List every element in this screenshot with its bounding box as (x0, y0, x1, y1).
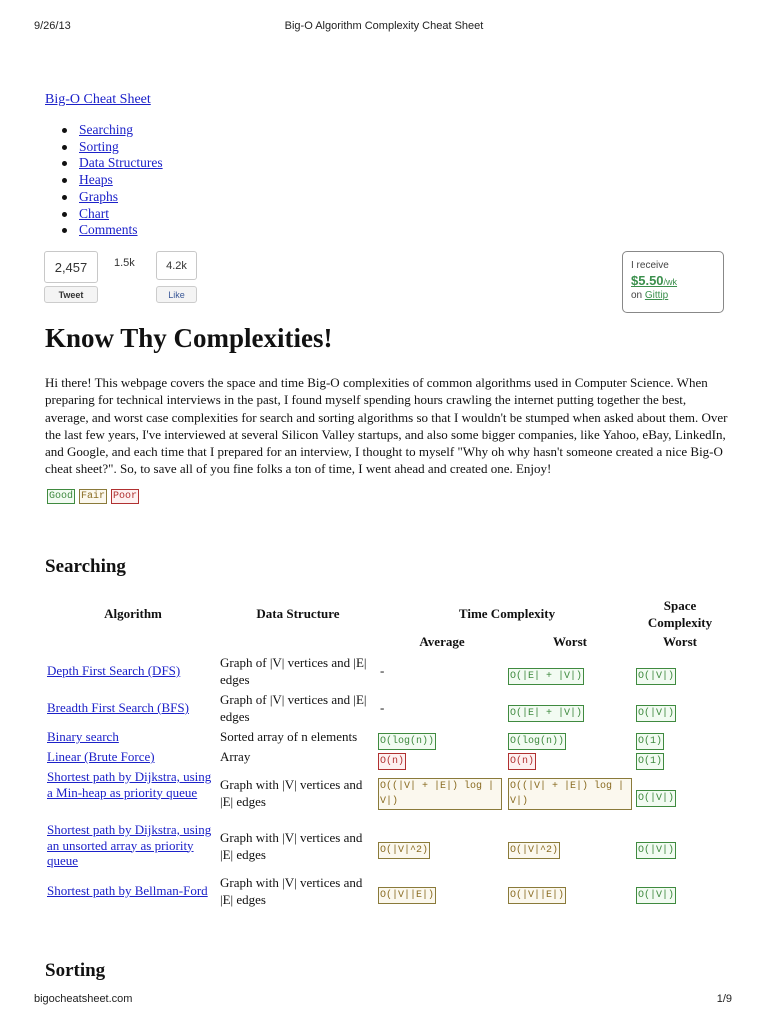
table-row-worst: O(|V||E|) (508, 884, 632, 904)
table-row-space: O(1) (636, 750, 686, 770)
nav-link-heaps[interactable]: Heaps (79, 172, 113, 188)
gittip-source: on Gittip (631, 290, 669, 301)
table-row-worst: O(n) (508, 750, 626, 770)
bullet-icon (62, 228, 67, 233)
table-row-average: - (380, 663, 385, 678)
table-row-worst: O(|E| + |V|) (508, 665, 626, 685)
plusone-count: 1.5k (114, 257, 135, 269)
tweet-count: 2,457 (44, 251, 98, 283)
section-title-sorting: Sorting (45, 960, 106, 981)
algorithm-link[interactable]: Shortest path by Dijkstra, using an unsorted array as priority queue (47, 822, 212, 868)
algorithm-link[interactable]: Binary search (47, 729, 119, 744)
table-row-data-structure: Graph of |V| vertices and |E| edges (220, 655, 367, 687)
algorithm-link[interactable]: Depth First Search (DFS) (47, 663, 181, 678)
print-date: 9/26/13 (34, 20, 71, 32)
legend-poor: Poor (113, 491, 138, 502)
table-row-space: O(|V|) (636, 839, 686, 859)
nav-link-comments[interactable]: Comments (79, 222, 138, 238)
table-row-worst: O(|V|^2) (508, 839, 632, 859)
intro-paragraph: Hi there! This webpage covers the space and time Big-O complexities of common algorithms used in Computer Science. When preparing for technical interviews in the past, I found myself spending hours crawling the internet putting together the best, average, and worst case complexities for search and sorting algorithms so that I wouldn't be stumped when asked about them. Over the last few years, I've interviewed at several Silicon Valley startups, and also some bigger companies, like Yahoo, eBay, LinkedIn, and Google, and each time that I prepared for an interview, I thought to myself "Why oh why hasn't someone created a nice Big-O cheat sheet?". So, to save all of you fine folks a ton of time, I went ahead and created one. Enjoy! (45, 375, 728, 477)
legend-good: Good (49, 491, 74, 502)
th-space-complexity: Space Complexity (647, 598, 713, 630)
bullet-icon (62, 128, 67, 133)
nav-link-chart[interactable]: Chart (79, 205, 109, 221)
nav-link-searching[interactable]: Searching (79, 122, 133, 137)
gittip-amount[interactable]: $5.50/wk (631, 273, 678, 288)
table-row-algorithm (47, 769, 217, 800)
th-space-worst: Worst (663, 634, 697, 649)
section-nav (60, 122, 163, 239)
table-row-algorithm (47, 822, 217, 869)
table-row-worst: O((|V| + |E|) log |V|) (508, 778, 632, 810)
nav-item-heaps (60, 172, 163, 189)
th-data-structure: Data Structure (256, 606, 340, 621)
like-button[interactable]: Like (156, 286, 197, 303)
table-row-space: O(|V|) (636, 787, 686, 807)
bullet-icon (62, 195, 67, 200)
table-row-average: O(|V|^2) (378, 839, 502, 859)
gittip-link[interactable]: Gittip (644, 290, 669, 301)
tweet-button[interactable]: Tweet (44, 286, 98, 303)
like-count: 4.2k (156, 251, 197, 280)
table-row-worst: O(|E| + |V|) (508, 702, 626, 722)
table-row-average: O(n) (378, 750, 498, 770)
section-title-searching: Searching (45, 556, 126, 577)
gittip-label: I receive (631, 260, 669, 271)
table-row-space: O(|V|) (636, 884, 686, 904)
algorithm-link[interactable]: Linear (Brute Force) (47, 749, 155, 764)
nav-item-sorting (60, 139, 163, 156)
table-row-algorithm (47, 749, 217, 766)
table-row-algorithm (47, 663, 217, 680)
table-row-average: O(|V||E|) (378, 884, 502, 904)
nav-item-comments (60, 222, 163, 239)
th-time-complexity: Time Complexity (458, 606, 556, 621)
table-row-data-structure: Graph with |V| vertices and |E| edges (220, 777, 363, 809)
th-algorithm: Algorithm (104, 606, 162, 621)
table-row-algorithm (47, 700, 217, 717)
table-row-data-structure: Sorted array of n elements (220, 729, 358, 744)
table-row-space: O(|V|) (636, 665, 686, 685)
gittip-widget[interactable] (622, 251, 724, 313)
table-row-data-structure: Array (220, 749, 251, 764)
table-row-space: O(|V|) (636, 702, 686, 722)
table-row-algorithm (47, 883, 217, 900)
print-url: bigocheatsheet.com (34, 993, 133, 1005)
table-row-algorithm (47, 729, 217, 746)
table-row-worst: O(log(n)) (508, 730, 626, 750)
nav-item-graphs (60, 189, 163, 206)
th-worst: Worst (553, 634, 587, 649)
print-title: Big-O Algorithm Complexity Cheat Sheet (284, 20, 484, 32)
algorithm-link[interactable]: Shortest path by Bellman-Ford (47, 883, 208, 898)
nav-item-data-structures (60, 155, 163, 172)
table-row-average: O(log(n)) (378, 730, 498, 750)
bullet-icon (62, 161, 67, 166)
nav-item-chart (60, 206, 163, 223)
site-title-link[interactable]: Big-O Cheat Sheet (45, 92, 151, 107)
table-row-average: - (380, 700, 385, 715)
algorithm-link[interactable]: Breadth First Search (BFS) (47, 700, 189, 715)
table-row-data-structure: Graph with |V| vertices and |E| edges (220, 830, 363, 862)
nav-link-sorting[interactable]: Sorting (79, 138, 119, 154)
nav-link-data-structures[interactable]: Data Structures (79, 155, 163, 171)
algorithm-link[interactable]: Shortest path by Dijkstra, using a Min-heap as priority queue (47, 769, 212, 800)
bullet-icon (62, 145, 67, 150)
legend-fair: Fair (81, 491, 106, 502)
nav-item-searching (60, 122, 163, 139)
bullet-icon (62, 178, 67, 183)
nav-link-graphs[interactable]: Graphs (79, 188, 118, 204)
table-row-average: O((|V| + |E|) log |V|) (378, 778, 502, 810)
table-row-data-structure: Graph with |V| vertices and |E| edges (220, 875, 363, 907)
bullet-icon (62, 212, 67, 217)
th-average: Average (419, 634, 465, 649)
table-row-space: O(1) (636, 730, 686, 750)
table-row-data-structure: Graph of |V| vertices and |E| edges (220, 692, 367, 724)
print-page-number: 1/9 (716, 993, 732, 1005)
page-title: Know Thy Complexities! (45, 323, 333, 353)
rating-legend (47, 489, 139, 504)
